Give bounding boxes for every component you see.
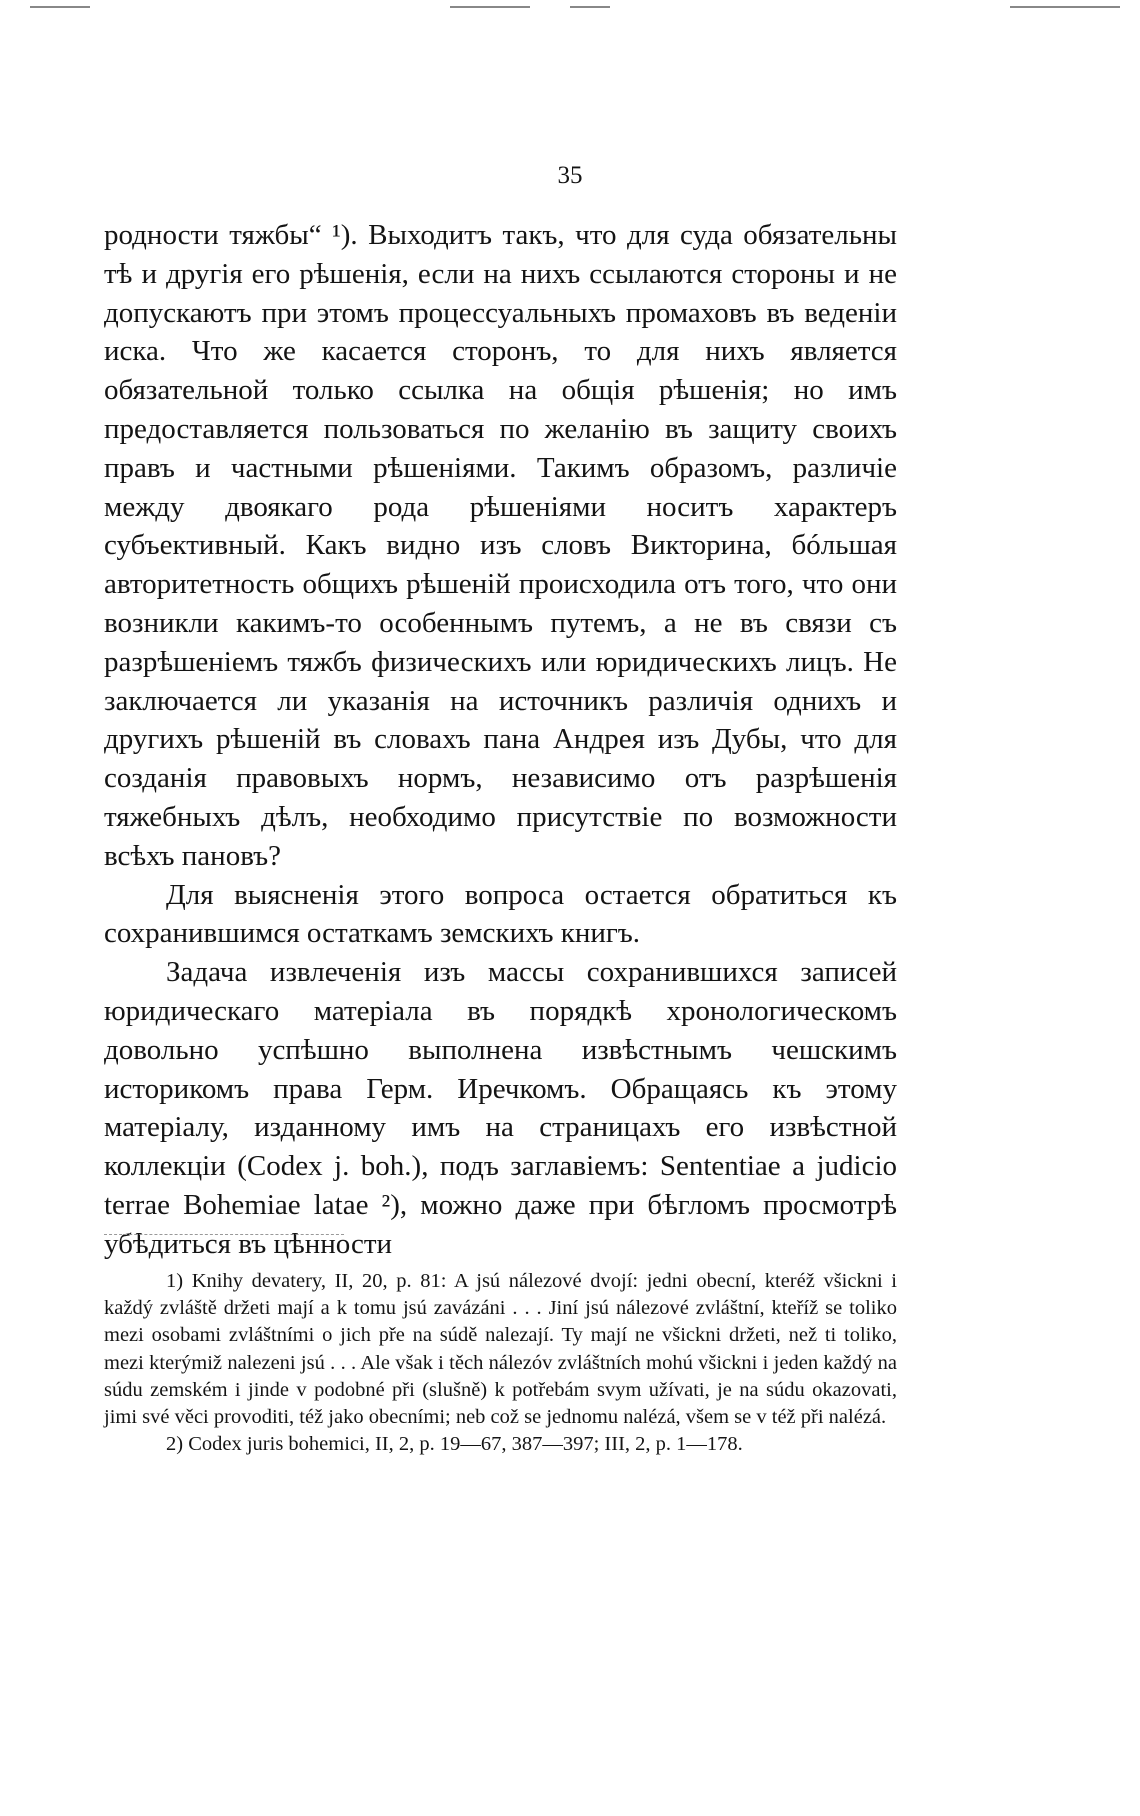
- footnote-2: 2) Codex juris bohemici, II, 2, p. 19—67, 387—397; III, 2, p. 1—178.: [166, 1433, 743, 1456]
- paragraph-2: Для выясненія этого вопроса остается обратиться къ сохранившимся остаткамъ земскихъ книгъ.: [104, 878, 897, 950]
- footnote-separator: [104, 1234, 344, 1235]
- body-text: [104, 216, 897, 1264]
- paragraph-3: Задача извлеченія изъ массы сохранившихся записей юридическаго матеріала въ порядкѣ хронологическомъ довольно успѣшно выполнена извѣстнымъ чешскимъ историкомъ права Герм. Иречкомъ. Обращаясь къ этому матеріалу, изданному имъ на страницахъ его извѣстной коллекціи (Codex j. boh.), подъ заглавіемъ: Sententiae a judicio terrae Bohemiae latae ²), можно даже при бѣгломъ просмотрѣ убѣдиться въ цѣнности: [104, 956, 897, 1260]
- page-number: 35: [557, 162, 583, 189]
- footnote-1: 1) Knihy devatery, II, 20, p. 81: A jsú nálezové dvojí: jedni obecní, kteréž všickni i každý zvláště držeti mají a k tomu jsú zavázáni . . . Jiní jsú nálezové zvláštní, kteříž se toliko mezi osobami zvláštními o jich pře na súdě nalezají. Ty mají ne všickni držeti, než ti toliko, mezi kterýmiž nalezeni jsú . . . Ale však i těch nálezóv zvláštních mohú všickni i jeden každý na súdu zemském i jinde v podobné při (slušně) k potřebám svym užívati, je na súdu okazovati, jimi své věci provoditi, též jako obecními; neb což se jednomu nalézá, všem se v též při nalézá.: [104, 1270, 897, 1429]
- scan-top-edge: [30, 6, 1120, 8]
- paragraph-1: родности тяжбы“ ¹). Выходитъ такъ, что для суда обязательны тѣ и другія его рѣшенія, если на нихъ ссылаются стороны и не допускаютъ при этомъ процессуальныхъ промаховъ въ веденіи иска. Что же касается сторонъ, то для нихъ является обязательной только ссылка на общія рѣшенія; но имъ предоставляется пользоваться по желанію въ защиту своихъ правъ и частными рѣшеніями. Такимъ образомъ, различіе между двоякаго рода рѣшеніями носитъ характеръ субъективный. Какъ видно изъ словъ Викторина, бóльшая авторитетность общихъ рѣшеній происходила отъ того, что они возникли какимъ-то особеннымъ путемъ, а не въ связи съ разрѣшеніемъ тяжбъ физическихъ или юридическихъ лицъ. Не заключается ли указанія на источникъ различія однихъ и другихъ рѣшеній въ словахъ пана Андрея изъ Дубы, что для созданія правовыхъ нормъ, независимо отъ разрѣшенія тяжебныхъ дѣлъ, необходимо присутствіе по возможности всѣхъ пановъ?: [104, 219, 897, 872]
- footnotes: [104, 1268, 897, 1458]
